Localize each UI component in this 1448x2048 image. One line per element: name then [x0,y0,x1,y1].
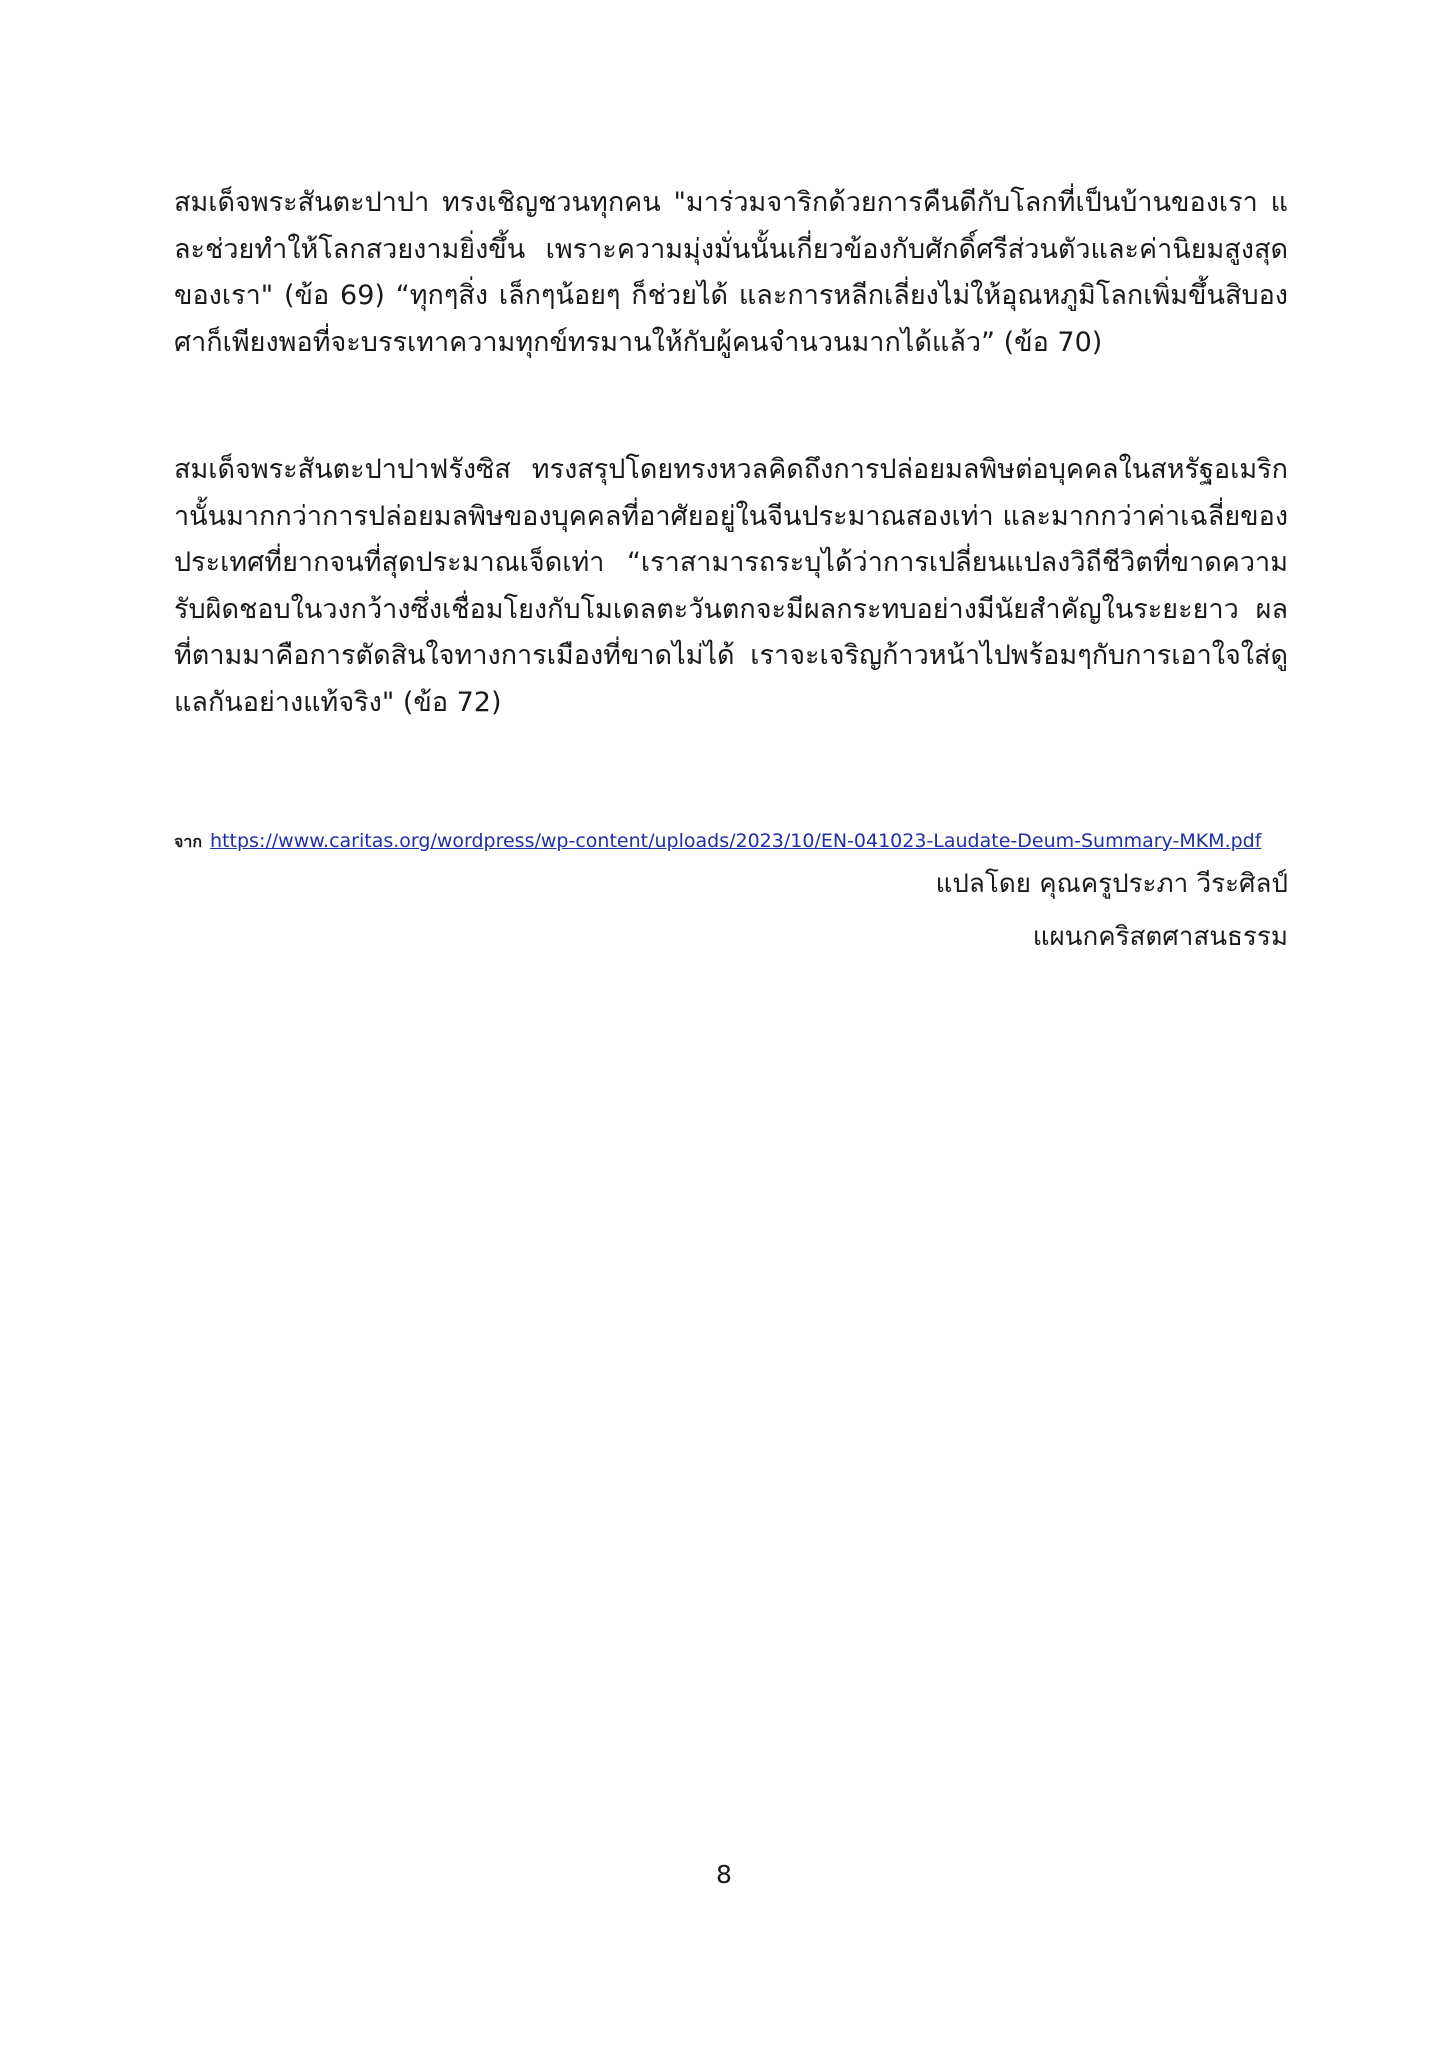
page-number: 8 [716,1860,732,1889]
source-citation [174,828,1324,855]
translator-credit: แปลโดย คุณครูประภา วีระศิลป์ [935,869,1288,899]
paragraph-pope-conclusion: สมเด็จพระสันตะปาปาฟรังซิส ทรงสรุปโดยทรงหวลคิดถึงการปล่อยมลพิษต่อบุคคลในสหรัฐอเมริกานั้นมากกว่าการปล่อยมลพิษของบุคคลที่อาศัยอยู่ในจีนประมาณสองเท่า และมากกว่าค่าเฉลี่ยของประเทศที่ยากจนที่สุดประมาณเจ็ดเท่า “เราสามารถระบุได้ว่าการเปลี่ยนแปลงวิถีชีวิตที่ขาดความรับผิดชอบในวงกว้างซึ่งเชื่อมโยงกับโมเดลตะวันตกจะมีผลกระทบอย่างมีนัยสำคัญในระยะยาว ผลที่ตามมาคือการตัดสินใจทางการเมืองที่ขาดไม่ได้ เราจะเจริญก้าวหน้าไปพร้อมๆกับการเอาใจใส่ดูแลกันอย่างแท้จริง" (ข้อ 72) [174,454,1288,718]
source-prefix: จาก [174,832,203,851]
paragraph-pope-invitation: สมเด็จพระสันตะปาปา ทรงเชิญชวนทุกคน "มาร่วมจาริกด้วยการคืนดีกับโลกที่เป็นบ้านของเรา และช่วยทำให้โลกสวยงามยิ่งขึ้น เพราะความมุ่งมั่นนั้นเกี่ยวข้องกับศักดิ์ศรีส่วนตัวและค่านิยมสูงสุดของเรา" (ข้อ 69) “ทุกๆสิ่ง เล็กๆน้อยๆ ก็ช่วยได้ และการหลีกเลี่ยงไม่ให้อุณหภูมิโลกเพิ่มขึ้นสิบองศาก็เพียงพอที่จะบรรเทาความทุกข์ทรมานให้กับผู้คนจำนวนมากได้แล้ว” (ข้อ 70) [174,187,1288,358]
department-credit: แผนกคริสตศาสนธรรม [1032,922,1288,952]
source-link[interactable]: https://www.caritas.org/wordpress/wp-content/uploads/2023/10/EN-041023-Laudate-Deum-Summary-MKM.pdf [210,830,1262,852]
